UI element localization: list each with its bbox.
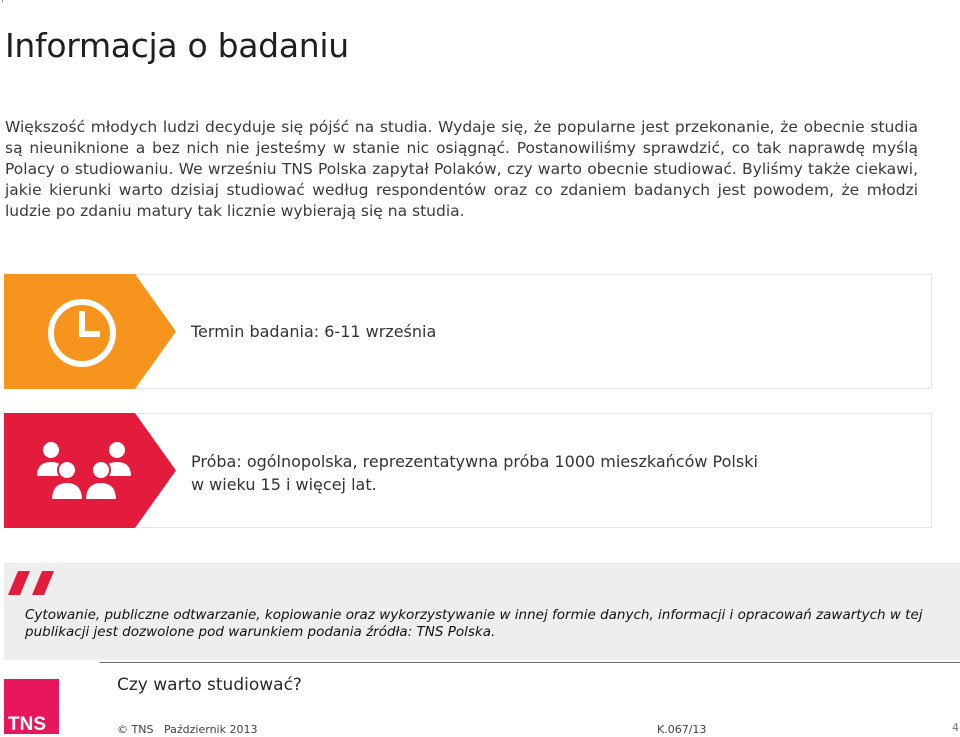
svg-text:TNS: TNS [8,714,46,734]
footer-divider [100,662,960,663]
sample-text-line-1: Próba: ogólnopolska, reprezentatywna próba 1000 mieszkańców Polski [191,452,758,471]
tns-logo [4,679,59,734]
study-date-text: Termin badania: 6-11 września [191,322,437,341]
quote-mark-icon [8,571,56,595]
sample-text-line-2: w wieku 15 i więcej lat. [191,475,377,494]
page-number: 4 [952,721,959,734]
people-group-icon [33,440,135,502]
citation-text: Cytowanie, publiczne odtwarzanie, kopiowanie oraz wykorzystywanie w innej formie danych, informacji i opracowań zawartych w tej publikacji jest dozwolone pod warunkiem podania źródła: TNS Polska. [25,607,923,640]
corner-mark [2,0,3,2]
sample-text [191,450,758,496]
study-date-card [4,274,932,389]
clock-icon [46,297,118,369]
report-date: Październik 2013 [164,723,258,736]
page-title: Informacja o badaniu [5,26,349,65]
report-subtitle: Czy warto studiować? [117,675,302,695]
copyright: © TNS [117,723,154,736]
report-code: K.067/13 [657,723,707,736]
intro-paragraph: Większość młodych ludzi decyduje się pójść na studia. Wydaje się, że popularne jest przekonanie, że obecnie studia są nieuniknione a bez nich nie jesteśmy w stanie nic osiągnąć. Postanowiliśmy sprawdzić, co tak naprawdę myślą Polacy o studiowaniu. We wrześniu TNS Polska zapytał Polaków, czy warto obecnie studiować. Byliśmy także ciekawi, jakie kierunki warto dzisiaj studiować według respondentów oraz co zdaniem badanych jest powodem, że młodzi ludzie po zdaniu matury tak licznie wybierają się na studia. [5,118,918,220]
